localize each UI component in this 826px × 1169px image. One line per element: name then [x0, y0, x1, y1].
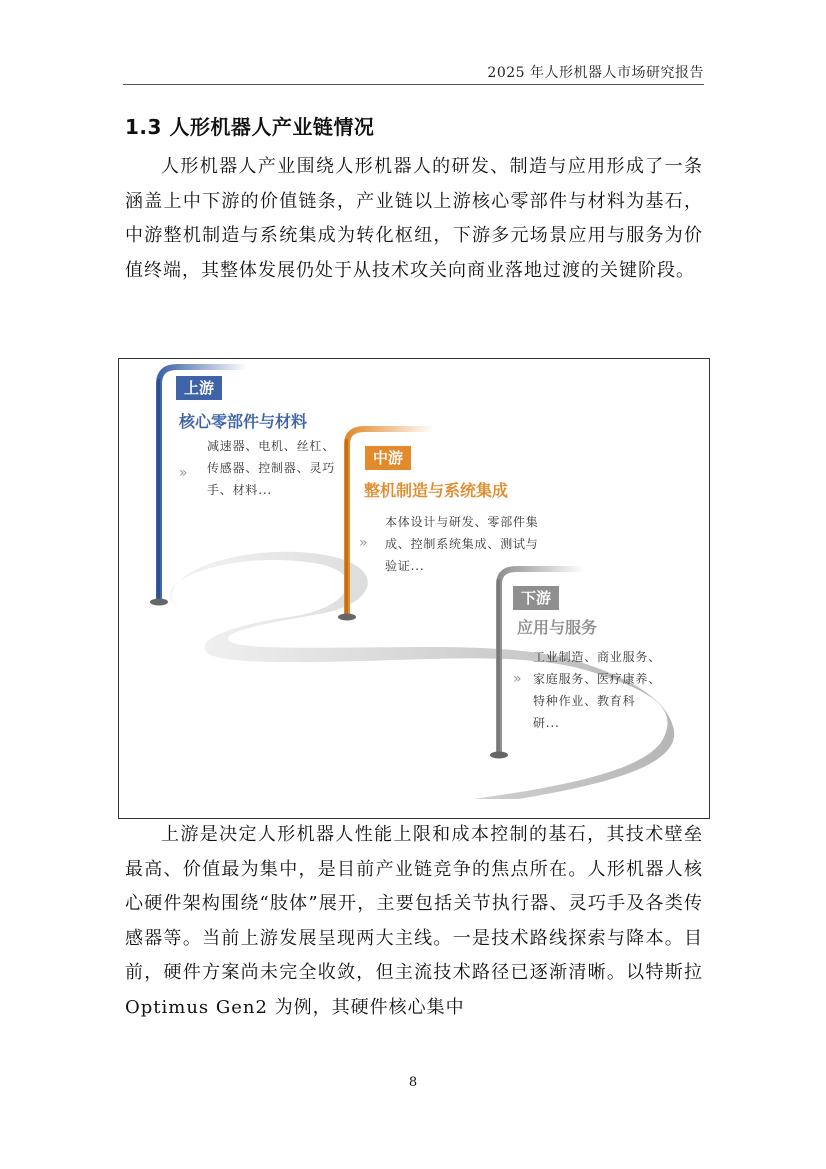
upstream-chevron-icon: »	[179, 465, 184, 481]
midstream-chevron-icon: »	[359, 535, 364, 551]
upstream-pole-base	[150, 599, 168, 606]
midstream-pole-base	[338, 614, 356, 621]
industry-chain-figure	[118, 358, 710, 819]
downstream-desc-line: 特种作业、教育科	[533, 694, 636, 708]
downstream-desc-line: 家庭服务、医疗康养、	[533, 672, 662, 686]
upstream-paragraph-text: 上游是决定人形机器人性能上限和成本控制的基石，其技术壁垒最高、价值最为集中，是目前产业链竞争的焦点所在。人形机器人核心硬件架构围绕“肢体”展开，主要包括关节执行器、灵巧手及各类传感器等。当前上游发展呈现两大主线。一是技术路线探索与降本。目前，硬件方案尚未完全收敛，但主流技术路径已逐渐清晰。以特斯拉 Optimus Gen2 为例，其硬件核心集中	[125, 824, 703, 1018]
downstream-desc-line: 工业制造、商业服务、	[533, 650, 662, 664]
upstream-paragraph	[125, 818, 703, 1025]
midstream-desc	[385, 511, 539, 577]
header-title: 2025 年人形机器人市场研究报告	[487, 65, 704, 81]
page-number: 8	[408, 1075, 418, 1090]
upstream-tag: 上游	[176, 376, 222, 400]
upstream-desc	[207, 435, 335, 501]
downstream-desc	[533, 646, 661, 734]
section-heading: 1.3 人形机器人产业链情况	[125, 115, 375, 139]
intro-paragraph-text: 人形机器人产业围绕人形机器人的研发、制造与应用形成了一条涵盖上中下游的价值链条，产业链以上游核心零部件与材料为基石，中游整机制造与系统集成为转化枢纽，下游多元场景应用与服务为价值终端，其整体发展仍处于从技术攻关向商业落地过渡的关键阶段。	[125, 156, 703, 281]
downstream-pole-base	[490, 752, 508, 759]
midstream-tag: 中游	[365, 446, 411, 470]
upstream-title: 核心零部件与材料	[179, 412, 308, 431]
header-rule	[123, 84, 704, 85]
downstream-chevron-icon: »	[513, 671, 518, 687]
downstream-tag: 下游	[513, 586, 559, 610]
intro-paragraph	[125, 150, 703, 288]
midstream-desc-line: 成、控制系统集成、测试与	[385, 537, 539, 551]
midstream-title: 整机制造与系统集成	[364, 481, 509, 500]
midstream-desc-line: 本体设计与研发、零部件集	[385, 515, 539, 529]
downstream-desc-line: 研...	[533, 716, 560, 730]
upstream-desc-line: 传感器、控制器、灵巧	[207, 461, 336, 475]
midstream-desc-line: 验证...	[385, 559, 425, 573]
upstream-desc-line: 手、材料...	[207, 483, 273, 497]
downstream-title: 应用与服务	[517, 618, 598, 637]
upstream-desc-line: 减速器、电机、丝杠、	[207, 439, 336, 453]
